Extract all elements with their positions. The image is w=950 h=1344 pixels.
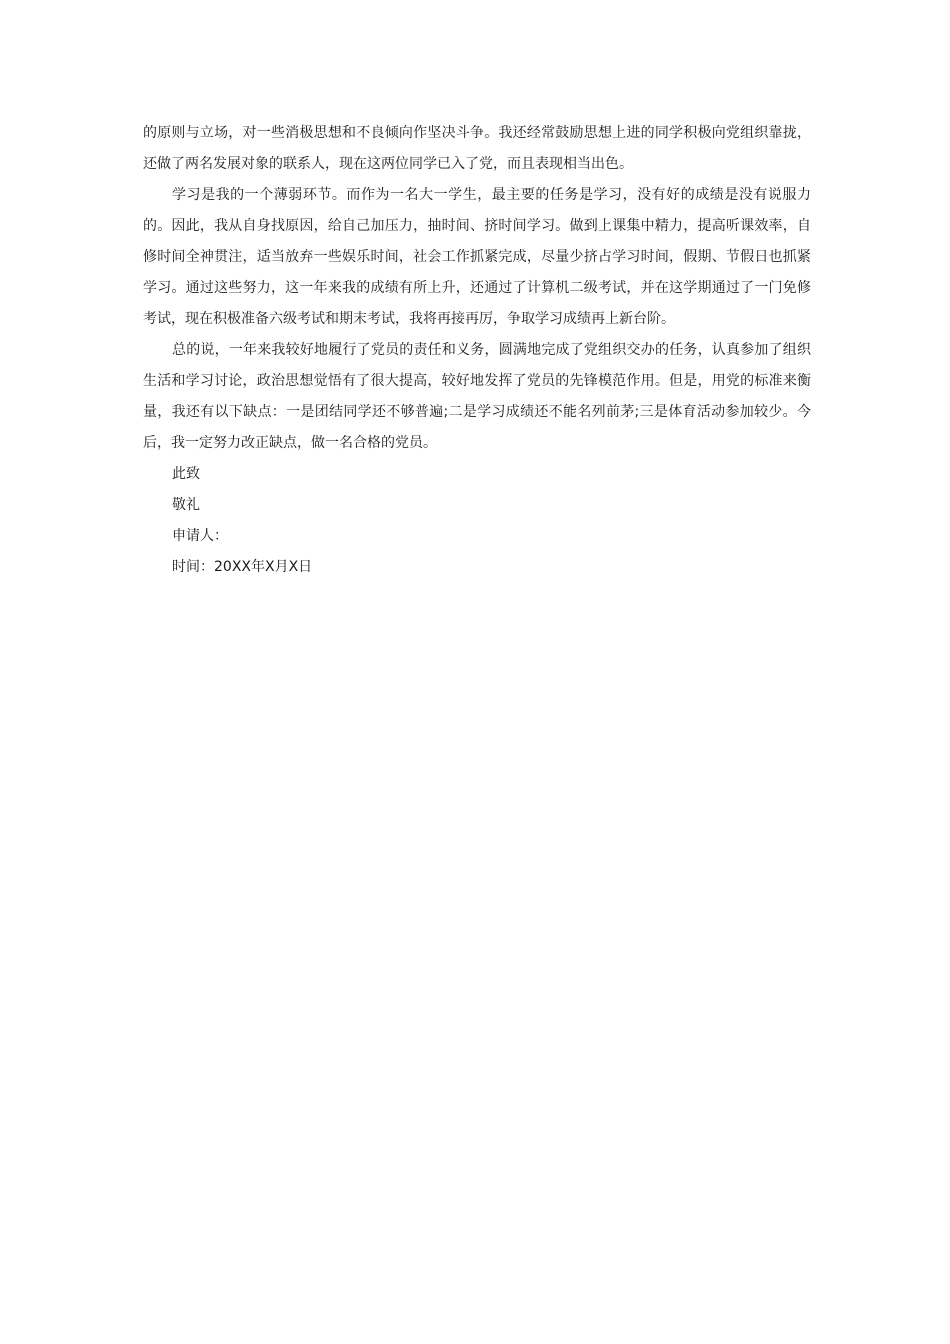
date-line: 时间：20XX年X月X日 xyxy=(172,559,313,575)
paragraph-summary: 总的说，一年来我较好地履行了党员的责任和义务，圆满地完成了党组织交办的任务，认真参加了组织生活和学习讨论，政治思想觉悟有了很大提高，较好地发挥了党员的先锋模范作用。但是，用党的标准来衡量，我还有以下缺点：一是团结同学还不够普遍;二是学习成绩还不能名列前茅;三是体育活动参加较少。今后，我一定努力改正缺点，做一名合格的党员。 xyxy=(143,342,811,451)
closing-regards: 敬礼 xyxy=(172,497,200,513)
paragraph-study: 学习是我的一个薄弱环节。而作为一名大一学生，最主要的任务是学习，没有好的成绩是没有说服力的。因此，我从自身找原因，给自己加压力，抽时间、挤时间学习。做到上课集中精力，提高听课效率，自修时间全神贯注，适当放弃一些娱乐时间，社会工作抓紧完成，尽量少挤占学习时间，假期、节假日也抓紧学习。通过这些努力，这一年来我的成绩有所上升，还通过了计算机二级考试，并在这学期通过了一门免修考试，现在积极准备六级考试和期末考试，我将再接再厉，争取学习成绩再上新台阶。 xyxy=(143,187,811,327)
paragraph-continuation: 的原则与立场，对一些消极思想和不良倾向作坚决斗争。我还经常鼓励思想上进的同学积极向党组织靠拢，还做了两名发展对象的联系人，现在这两位同学已入了党，而且表现相当出色。 xyxy=(143,125,811,172)
document-body xyxy=(143,118,811,583)
closing-salutation: 此致 xyxy=(172,466,200,482)
applicant-line: 申请人： xyxy=(172,528,228,544)
